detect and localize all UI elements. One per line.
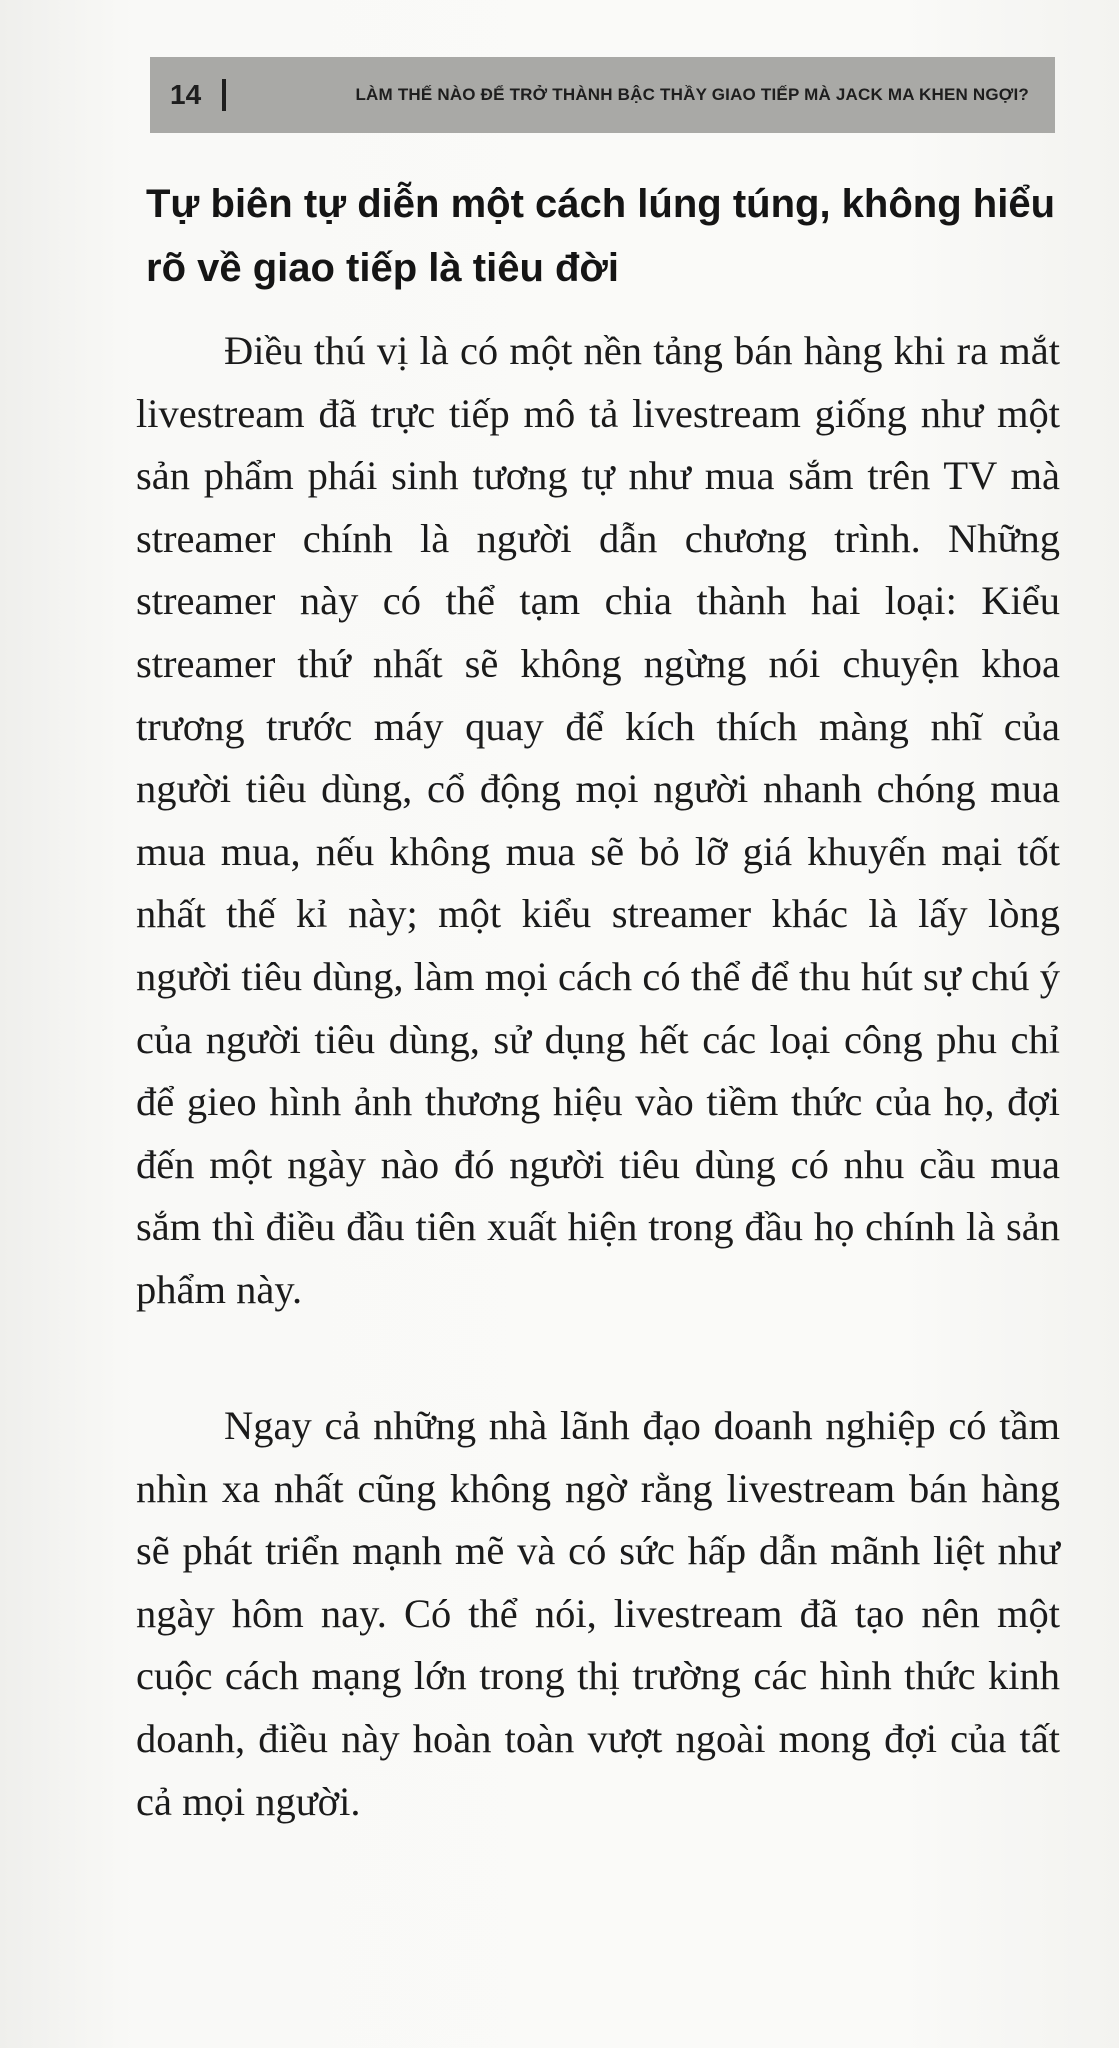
header-divider [222,79,226,111]
body-paragraph: Điều thú vị là có một nền tảng bán hàng khi ra mắt livestream đã trực tiếp mô tả livestream giống như một sản phẩm phái sinh tương tự như mua sắm trên TV mà streamer chính là người dẫn chương trình. Những streamer này có thể tạm chia thành hai loại: Kiểu streamer thứ nhất sẽ không ngừng nói chuyện khoa trương trước máy quay để kích thích màng nhĩ của người tiêu dùng, cổ động mọi người nhanh chóng mua mua mua, nếu không mua sẽ bỏ lỡ giá khuyến mại tốt nhất thế kỉ này; một kiểu streamer khác là lấy lòng người tiêu dùng, làm mọi cách có thể để thu hút sự chú ý của người tiêu dùng, sử dụng hết các loại công phu chỉ để gieo hình ảnh thương hiệu vào tiềm thức của họ, đợi đến một ngày nào đó người tiêu dùng có nhu cầu mua sắm thì điều đầu tiên xuất hiện trong đầu họ chính là sản phẩm này. [136,328,1060,1312]
running-head: LÀM THẾ NÀO ĐỂ TRỞ THÀNH BẬC THẦY GIAO TIẾP MÀ JACK MA KHEN NGỢI? [355,85,1029,104]
page-header [150,57,1055,133]
body-paragraph: Ngay cả những nhà lãnh đạo doanh nghiệp có tầm nhìn xa nhất cũng không ngờ rằng livestream bán hàng sẽ phát triển mạnh mẽ và có sức hấp dẫn mãnh liệt như ngày hôm nay. Có thể nói, livestream đã tạo nên một cuộc cách mạng lớn trong thị trường các hình thức kinh doanh, điều này hoàn toàn vượt ngoài mong đợi của tất cả mọi người. [136,1403,1060,1824]
page-number: 14 [170,79,202,110]
section-heading: Tự biên tự diễn một cách lúng túng, không hiểu rõ về giao tiếp là tiêu đời [146,182,1056,290]
